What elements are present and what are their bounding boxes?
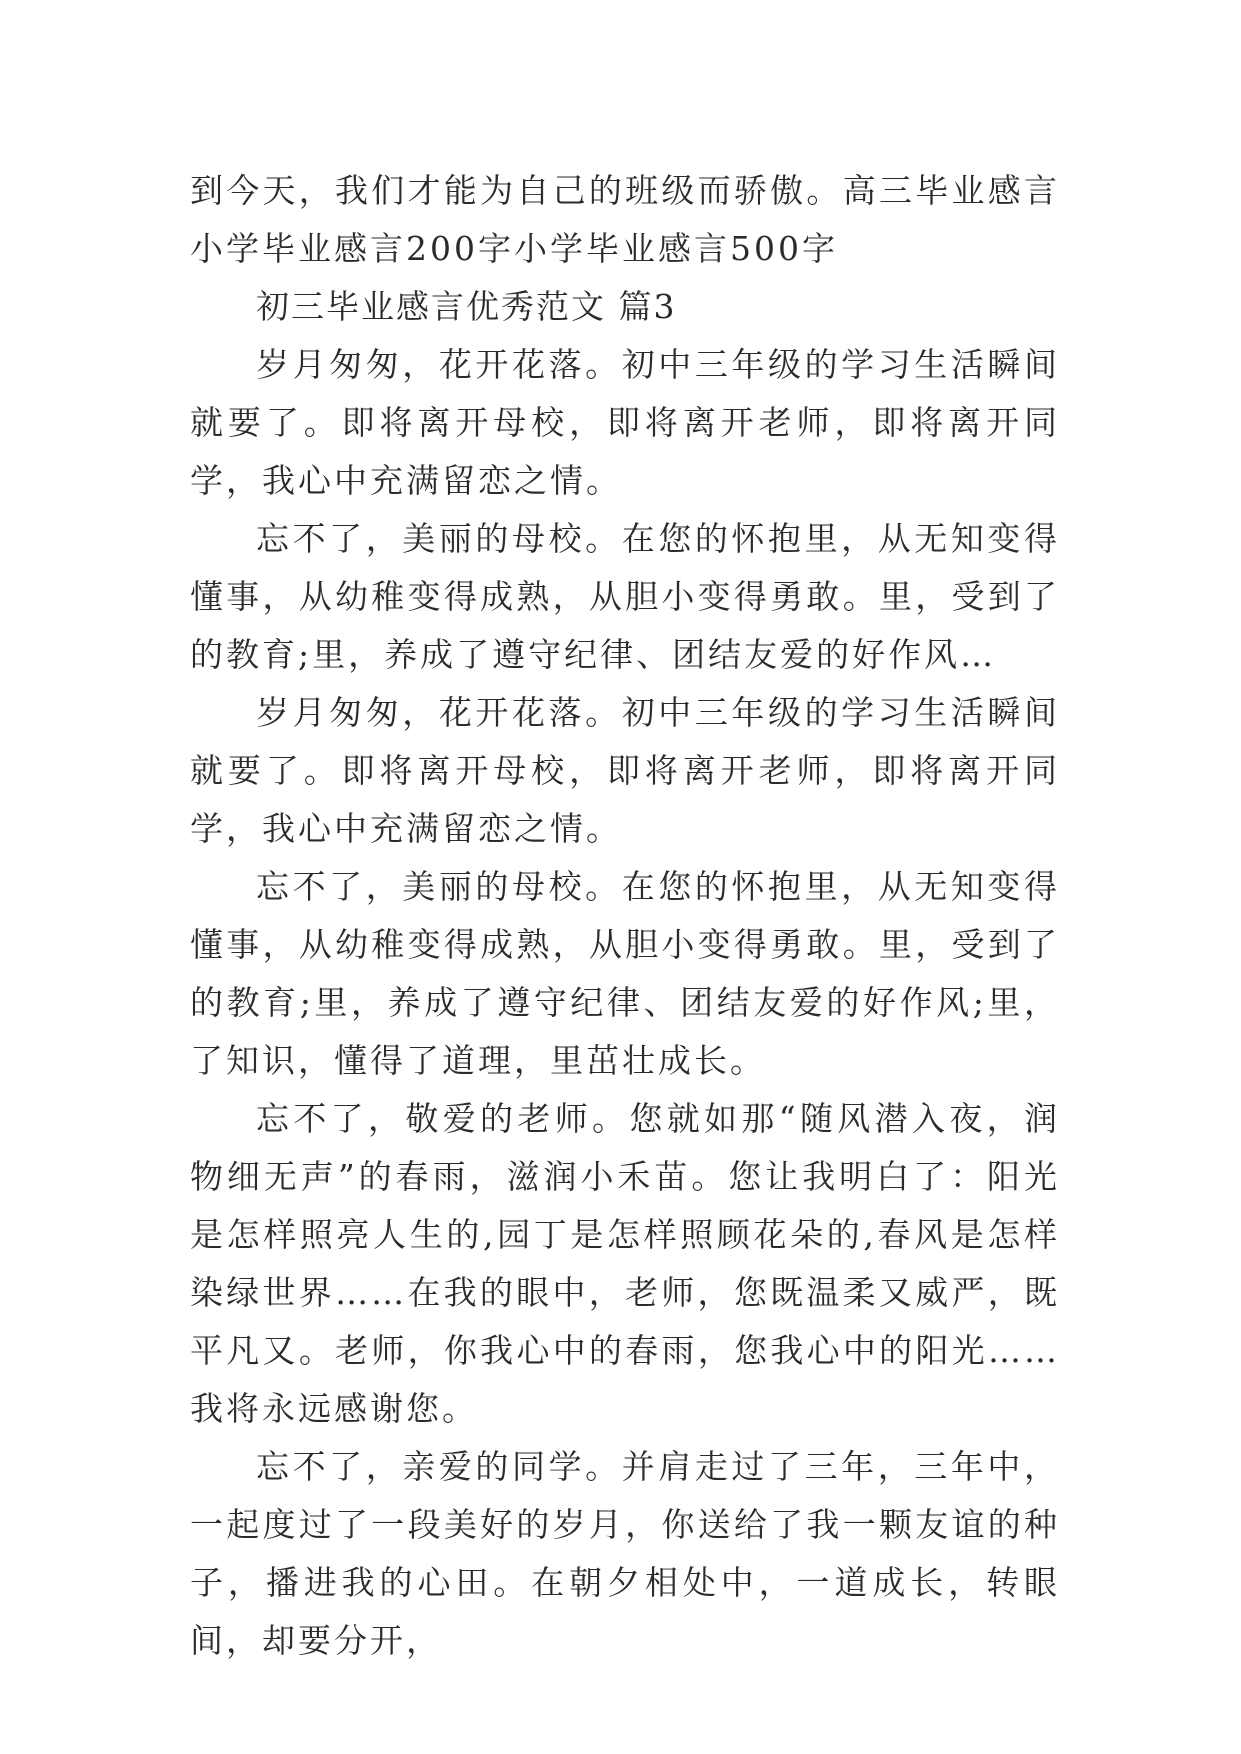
section-heading: 初三毕业感言优秀范文 篇3 bbox=[256, 287, 677, 326]
paragraph: 忘不了，美丽的母校。在您的怀抱里，从无知变得懂事，从幼稚变得成熟，从胆小变得勇敢。里，受到了的教育;里，养成了遵守纪律、团结友爱的好作风;里，了知识，懂得了道理，里茁壮成长。 bbox=[190, 867, 1060, 1080]
paragraph: 岁月匆匆，花开花落。初中三年级的学习生活瞬间就要了。即将离开母校，即将离开老师，即将离开同学，我心中充满留恋之情。 bbox=[190, 345, 1060, 500]
paragraph: 忘不了，美丽的母校。在您的怀抱里，从无知变得懂事，从幼稚变得成熟，从胆小变得勇敢。里，受到了的教育;里，养成了遵守纪律、团结友爱的好作风… bbox=[190, 519, 1060, 674]
paragraph: 忘不了，亲爱的同学。并肩走过了三年，三年中，一起度过了一段美好的岁月，你送给了我一颗友谊的种子，播进我的心田。在朝夕相处中，一道成长，转眼间，却要分开， bbox=[190, 1447, 1060, 1660]
document-body bbox=[190, 162, 1060, 1670]
paragraph: 岁月匆匆，花开花落。初中三年级的学习生活瞬间就要了。即将离开母校，即将离开老师，即将离开同学，我心中充满留恋之情。 bbox=[190, 693, 1060, 848]
paragraph: 忘不了，敬爱的老师。您就如那“随风潜入夜，润物细无声”的春雨，滋润小禾苗。您让我明白了：阳光是怎样照亮人生的,园丁是怎样照顾花朵的,春风是怎样染绿世界……在我的眼中，老师，您既温柔又威严，既平凡又。老师，你我心中的春雨，您我心中的阳光……我将永远感谢您。 bbox=[190, 1099, 1060, 1428]
paragraph-continuation: 到今天，我们才能为自己的班级而骄傲。高三毕业感言小学毕业感言200字小学毕业感言500字 bbox=[190, 171, 1060, 268]
